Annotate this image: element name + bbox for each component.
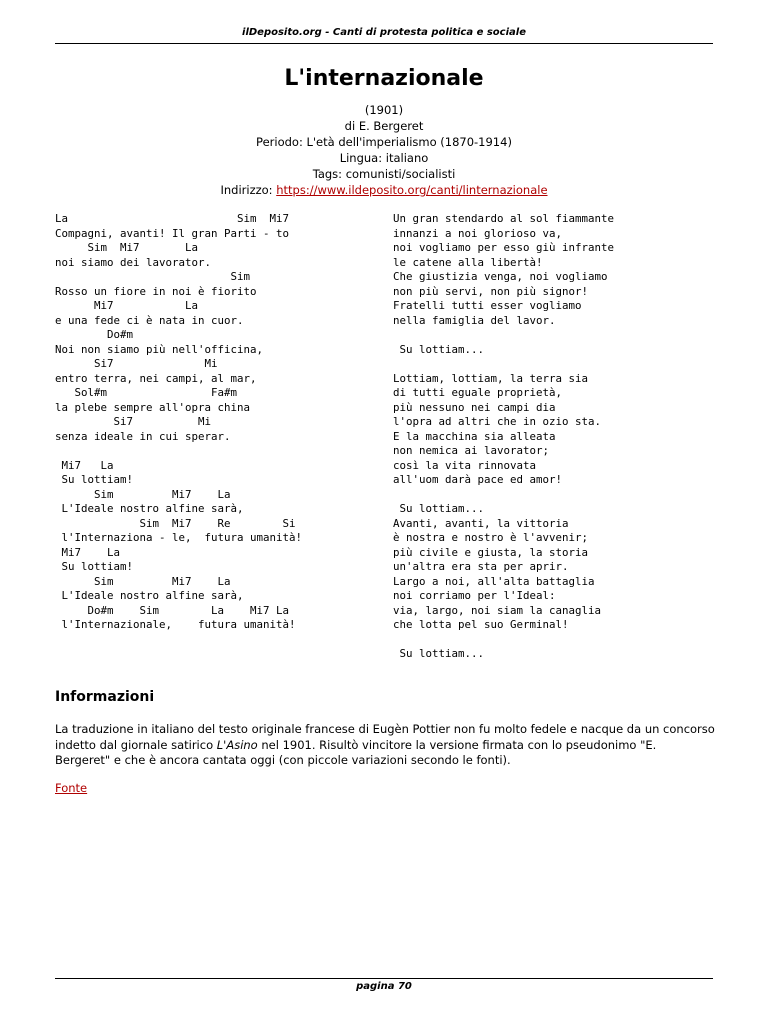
address-link[interactable]: https://www.ildeposito.org/canti/linternazionale [276,183,548,197]
source-link[interactable]: Fonte [55,781,88,795]
address-label: Indirizzo: [220,183,277,197]
page-number: pagina 70 [356,981,412,992]
info-text-italic: L'Asino [216,737,258,752]
song-address [0,182,768,198]
song-metadata [0,102,768,198]
header-divider [55,43,713,44]
song-period: Periodo: L'età dell'imperialismo (1870-1914) [256,135,512,149]
song-year: (1901) [364,103,404,117]
lyrics-right-column: Un gran stendardo al sol fiammante innanzi a noi glorioso va, noi vogliamo per esso giù infrante le catene alla libertà! Che giustizia venga, noi vogliamo non più servi, non più signor! Fratelli tutti esser vogliamo nella famiglia del lavor. Su lottiam... Lottiam, lottiam, la terra sia di tutti eguale proprietà, più nessuno nei campi dia l'opra ad altri che in ozio sta. E la macchina sia alleata non nemica ai lavorator; così la vita rinnovata all'uom darà pace ed amor! Su lottiam... Avanti, avanti, la vittoria è nostra e nostro è l'avvenir; più civile e giusta, la storia un'altra era sta per aprir. Largo a noi, all'alta battaglia noi corriamo per l'Ideal: via, largo, noi siam la canaglia che lotta pel suo Germinal! Su lottiam... [393,212,615,660]
info-heading: Informazioni [55,689,155,705]
info-text-before: La traduzione in italiano del testo originale francese di Eugèn Pottier non fu molto fedele e nacque da un concorso indetto dal giornale satirico [55,722,715,752]
song-language: Lingua: italiano [339,151,429,165]
song-author: di E. Bergeret [344,119,424,133]
footer-divider [55,978,713,979]
lyrics-left-column: La Sim Mi7 Compagni, avanti! Il gran Parti - to Sim Mi7 La noi siamo dei lavorator. Sim Rosso un fiore in noi è fiorito Mi7 La e una fede ci è nata in cuor. Do#m Noi non siamo più nell'officina, Si7 Mi entro terra, nei campi, al mar, Sol#m Fa#m la plebe sempre all'opra china Si7 Mi senza ideale in cui sperar. Mi7 La Su lottiam! Sim Mi7 La L'Ideale nostro alfine sarà, Sim Mi7 Re Si l'Internaziona - le, futura umanità! Mi7 La Su lottiam! Sim Mi7 La L'Ideale nostro alfine sarà, Do#m Sim La Mi7 La l'Internazionale, futura umanità! [55,212,303,631]
song-tags: Tags: comunisti/socialisti [312,167,456,181]
info-paragraph [55,722,715,769]
page-header: ilDeposito.org - Canti di protesta politica e sociale [242,27,526,38]
song-title: L'internazionale [284,66,484,91]
info-text-after: nel 1901. Risultò vincitore la versione firmata con lo pseudonimo "E. Bergeret" e che è ancora cantata oggi (con piccole variazioni secondo le fonti). [55,737,657,767]
